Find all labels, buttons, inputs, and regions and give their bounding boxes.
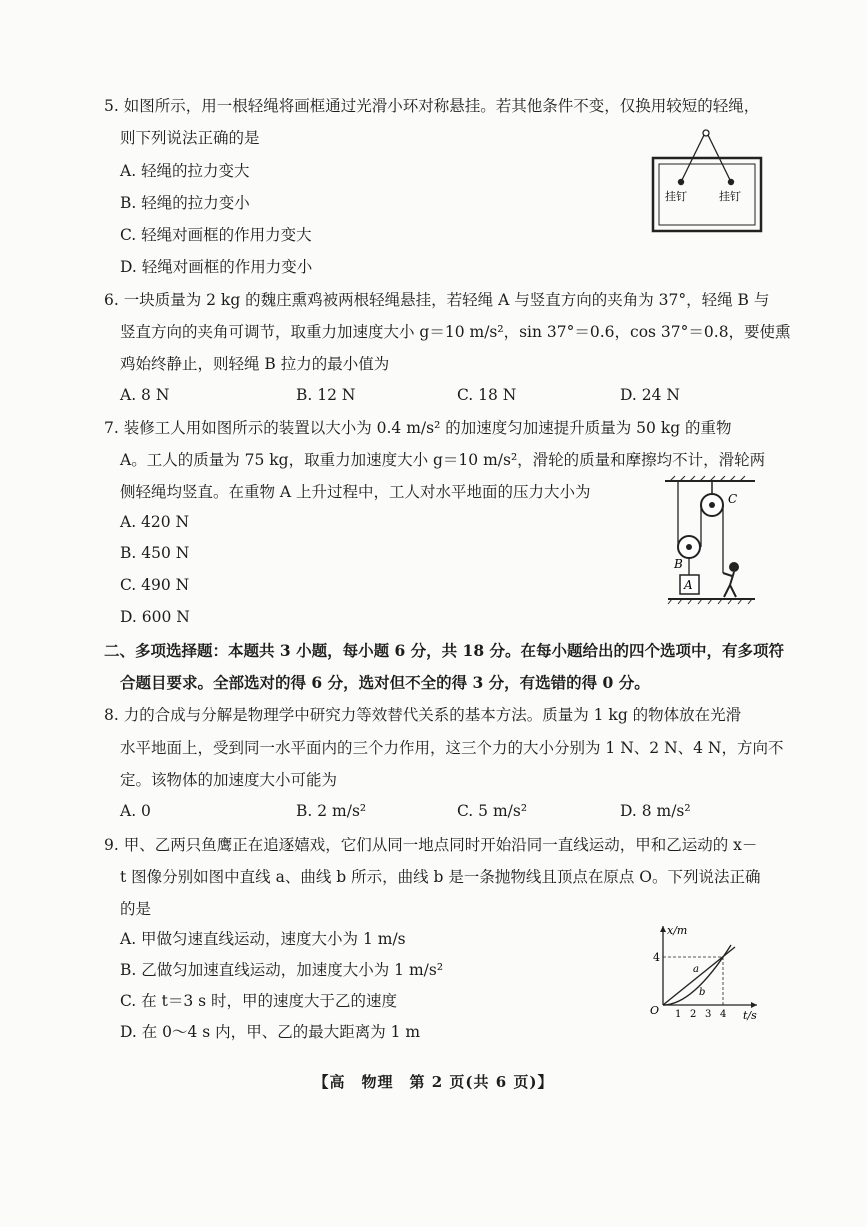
nail-right-label: 挂钉 xyxy=(719,190,741,203)
nail-right-icon xyxy=(728,179,734,185)
q9-option-b: B. 乙做匀加速直线运动，加速度大小为 1 m/s² xyxy=(120,961,444,979)
y-tick-4: 4 xyxy=(653,951,660,964)
q6-option-a: A. 8 N xyxy=(120,386,170,404)
q5-option-c: C. 轻绳对画框的作用力变大 xyxy=(120,226,312,244)
q5-stem-line2: 则下列说法正确的是 xyxy=(120,129,260,147)
q8-option-b: B. 2 m/s² xyxy=(296,802,367,820)
q5-option-a: A. 轻绳的拉力变大 xyxy=(120,162,250,180)
page-footer: 【高 物理 第 2 页(共 6 页)】 xyxy=(313,1073,554,1091)
q7-option-d: D. 600 N xyxy=(120,608,190,626)
x-axis-label: t/s xyxy=(743,1009,757,1022)
q8-stem-line3: 定。该物体的加速度大小可能为 xyxy=(120,771,338,789)
q9-stem-line1: 9. 甲、乙两只鱼鹰正在追逐嬉戏，它们从同一地点同时开始沿同一直线运动，甲和乙运动的 x－ xyxy=(104,836,758,854)
y-axis-label: x/m xyxy=(667,924,688,937)
nail-left-label: 挂钉 xyxy=(665,190,687,203)
label-a: A xyxy=(684,578,693,592)
q9-stem-line2: t 图像分别如图中直线 a、曲线 b 所示，曲线 b 是一条抛物线且顶点在原点 O。下列说法正确 xyxy=(120,868,761,886)
pulley-figure xyxy=(660,475,760,615)
section2-heading-line1: 二、多项选择题：本题共 3 小题，每小题 6 分，共 18 分。在每小题给出的四个选项中，有多项符 xyxy=(104,641,785,660)
worker-icon xyxy=(729,562,739,572)
x-tick-2: 2 xyxy=(690,1009,697,1020)
q7-stem-line2: A。工人的质量为 75 kg，取重力加速度大小 g＝10 m/s²，滑轮的质量和摩擦均不计，滑轮两 xyxy=(120,451,766,469)
x-tick-4: 4 xyxy=(720,1009,727,1020)
picture-frame-figure xyxy=(650,125,765,235)
x-tick-3: 3 xyxy=(705,1009,712,1020)
xt-graph xyxy=(645,922,765,1022)
curve-b-label: b xyxy=(699,987,706,998)
q6-stem-line1: 6. 一块质量为 2 kg 的魏庄熏鸡被两根轻绳悬挂，若轻绳 A 与竖直方向的夹角为 37°，轻绳 B 与 xyxy=(104,291,770,309)
q8-option-a: A. 0 xyxy=(120,802,151,820)
q8-stem-line2: 水平地面上，受到同一水平面内的三个力作用，这三个力的大小分别为 1 N、2 N、4 N，方向不 xyxy=(120,739,784,757)
q5-stem-line1: 5. 如图所示，用一根轻绳将画框通过光滑小环对称悬挂。若其他条件不变，仅换用较短的轻绳， xyxy=(104,97,760,115)
origin-label: O xyxy=(650,1004,660,1017)
q7-option-a: A. 420 N xyxy=(120,513,190,531)
q8-option-d: D. 8 m/s² xyxy=(620,802,691,820)
q7-stem-line3: 侧轻绳均竖直。在重物 A 上升过程中，工人对水平地面的压力大小为 xyxy=(120,483,591,501)
q5-option-b: B. 轻绳的拉力变小 xyxy=(120,194,250,212)
q7-option-b: B. 450 N xyxy=(120,544,190,562)
q8-option-c: C. 5 m/s² xyxy=(457,802,528,820)
q6-option-d: D. 24 N xyxy=(620,386,680,404)
q7-stem-line1: 7. 装修工人用如图所示的装置以大小为 0.4 m/s² 的加速度匀加速提升质量为 50 kg 的重物 xyxy=(104,419,732,437)
label-b: B xyxy=(674,557,683,571)
q9-option-a: A. 甲做匀速直线运动，速度大小为 1 m/s xyxy=(120,930,406,948)
line-a-label: a xyxy=(693,964,699,975)
q7-option-c: C. 490 N xyxy=(120,576,190,594)
q6-option-b: B. 12 N xyxy=(296,386,356,404)
q5-option-d: D. 轻绳对画框的作用力变小 xyxy=(120,258,313,276)
nail-left-icon xyxy=(678,179,684,185)
x-tick-1: 1 xyxy=(675,1009,682,1020)
q6-stem-line3: 鸡始终静止，则轻绳 B 拉力的最小值为 xyxy=(120,355,390,373)
q6-option-c: C. 18 N xyxy=(457,386,517,404)
q8-stem-line1: 8. 力的合成与分解是物理学中研究力等效替代关系的基本方法。质量为 1 kg 的物体放在光滑 xyxy=(104,706,742,724)
section2-heading-line2: 合题目要求。全部选对的得 6 分，选对但不全的得 3 分，有选错的得 0 分。 xyxy=(120,673,650,692)
q9-option-c: C. 在 t＝3 s 时，甲的速度大于乙的速度 xyxy=(120,992,397,1010)
q9-stem-line3: 的是 xyxy=(120,900,152,918)
label-c: C xyxy=(728,492,738,506)
q9-option-d: D. 在 0～4 s 内，甲、乙的最大距离为 1 m xyxy=(120,1023,421,1041)
q6-stem-line2: 竖直方向的夹角可调节，取重力加速度大小 g＝10 m/s²，sin 37°＝0.6，cos 37°＝0.8，要使熏 xyxy=(120,323,791,341)
